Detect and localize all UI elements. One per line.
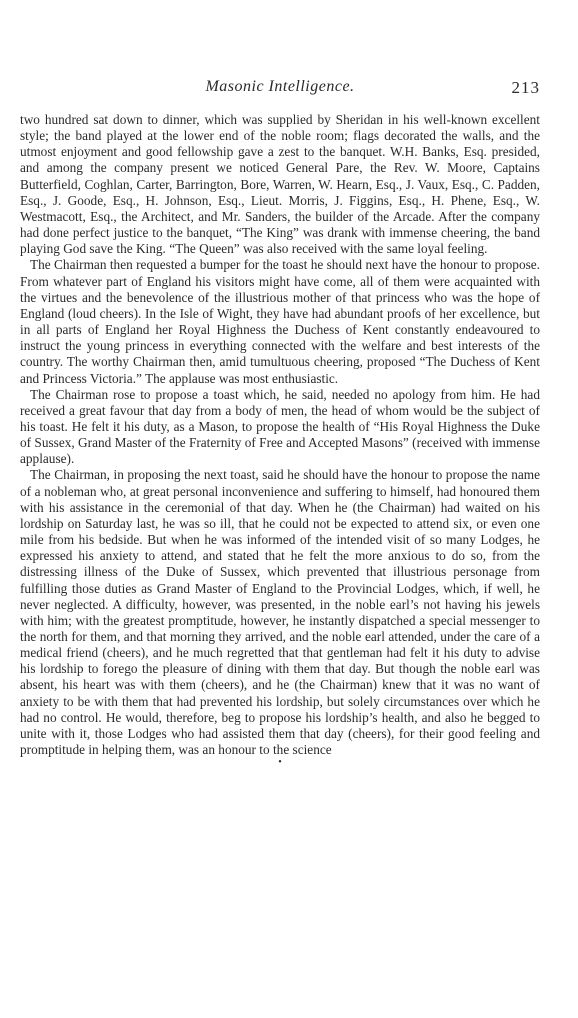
body-text xyxy=(20,112,540,758)
paragraph-4: The Chairman, in proposing the next toast, said he should have the honour to propose the name of a nobleman who, at great personal inconvenience and suffering to himself, had honoured them with his assistance in the ceremonial of that day. When he (the Chairman) had waited on his lordship on Saturday last, he was so ill, that he could not be expected to attend six, or even one mile from his bedside. But when he was informed of the intended visit of so many Lodges, he expressed his anxiety to attend, and stated that he felt the more anxious to do so, from the distressing illness of the Duke of Sussex, which prevented that illustrious personage from fulfilling those duties as Grand Master of England to the Provincial Lodges, which, if well, he never neglected. A difficulty, however, was presented, in the noble earl’s not having his jewels with him; with the greatest promptitude, however, he instantly dispatched a special messenger to the north for them, and that morning they arrived, and the noble earl attended, under the care of a medical friend (cheers), and he much regretted that that gentleman had felt it his duty to advise his lordship to forego the pleasure of dining with them that day. But though the noble earl was absent, his heart was with them (cheers), and he (the Chairman) knew that it was no want of anxiety to be with them that had prevented his lordship, but solely circumstances over which he had no control. He would, therefore, beg to propose his lordship’s health, and also he begged to unite with it, those Lodges who had assisted them that day (cheers), for their good feeling and promptitude in helping them, was an honour to the science xyxy=(20,467,540,758)
page-header xyxy=(20,78,540,106)
footer-mark: • xyxy=(278,757,282,769)
running-title: Masonic Intelligence. xyxy=(205,78,355,95)
page xyxy=(20,78,540,768)
page-number: 213 xyxy=(511,78,540,97)
paragraph-3: The Chairman rose to propose a toast which, he said, needed no apology from him. He had received a great favour that day from a body of men, the head of whom would be the subject of his toast. He felt it his duty, as a Mason, to propose the health of “His Royal Highness the Duke of Sussex, Grand Master of the Fraternity of Free and Accepted Masons” (received with immense applause). xyxy=(20,386,540,467)
paragraph-1: two hundred sat down to dinner, which was supplied by Sheridan in his well-known excellent style; the band played at the lower end of the noble room; flags decorated the walls, and the utmost enjoyment and good fellowship gave a zest to the banquet. W.H. Banks, Esq. presided, and among the company present we noticed General Pare, the Rev. W. Moore, Captains Butterfield, Coghlan, Carter, Barrington, Bore, Warren, W. Hearn, Esq., J. Vaux, Esq., C. Padden, Esq., J. Goode, Esq., H. Johnson, Esq., Lieut. Morris, J. Figgins, Esq., H. Phene, Esq., W. Westmacott, Esq., the Architect, and Mr. Sanders, the builder of the Arcade. After the company had done perfect justice to the banquet, “The King” was drank with immense cheering, the band playing God save the King. “The Queen” was also received with the same loyal feeling. xyxy=(20,112,540,257)
paragraph-2: The Chairman then requested a bumper for the toast he should next have the honour to propose. From whatever part of England his visitors might have come, all of them were acquainted with the virtues and the benevolence of the illustrious mother of that princess who was the hope of England (loud cheers). In the Isle of Wight, they have had abundant proofs of her excellence, but in all parts of England her Royal Highness the Duchess of Kent constantly endeavoured to instruct the young princess in everything connected with the welfare and best interests of the country. The worthy Chairman then, amid tumultuous cheering, proposed “The Duchess of Kent and Princess Victoria.” The applause was most enthusiastic. xyxy=(20,257,540,386)
